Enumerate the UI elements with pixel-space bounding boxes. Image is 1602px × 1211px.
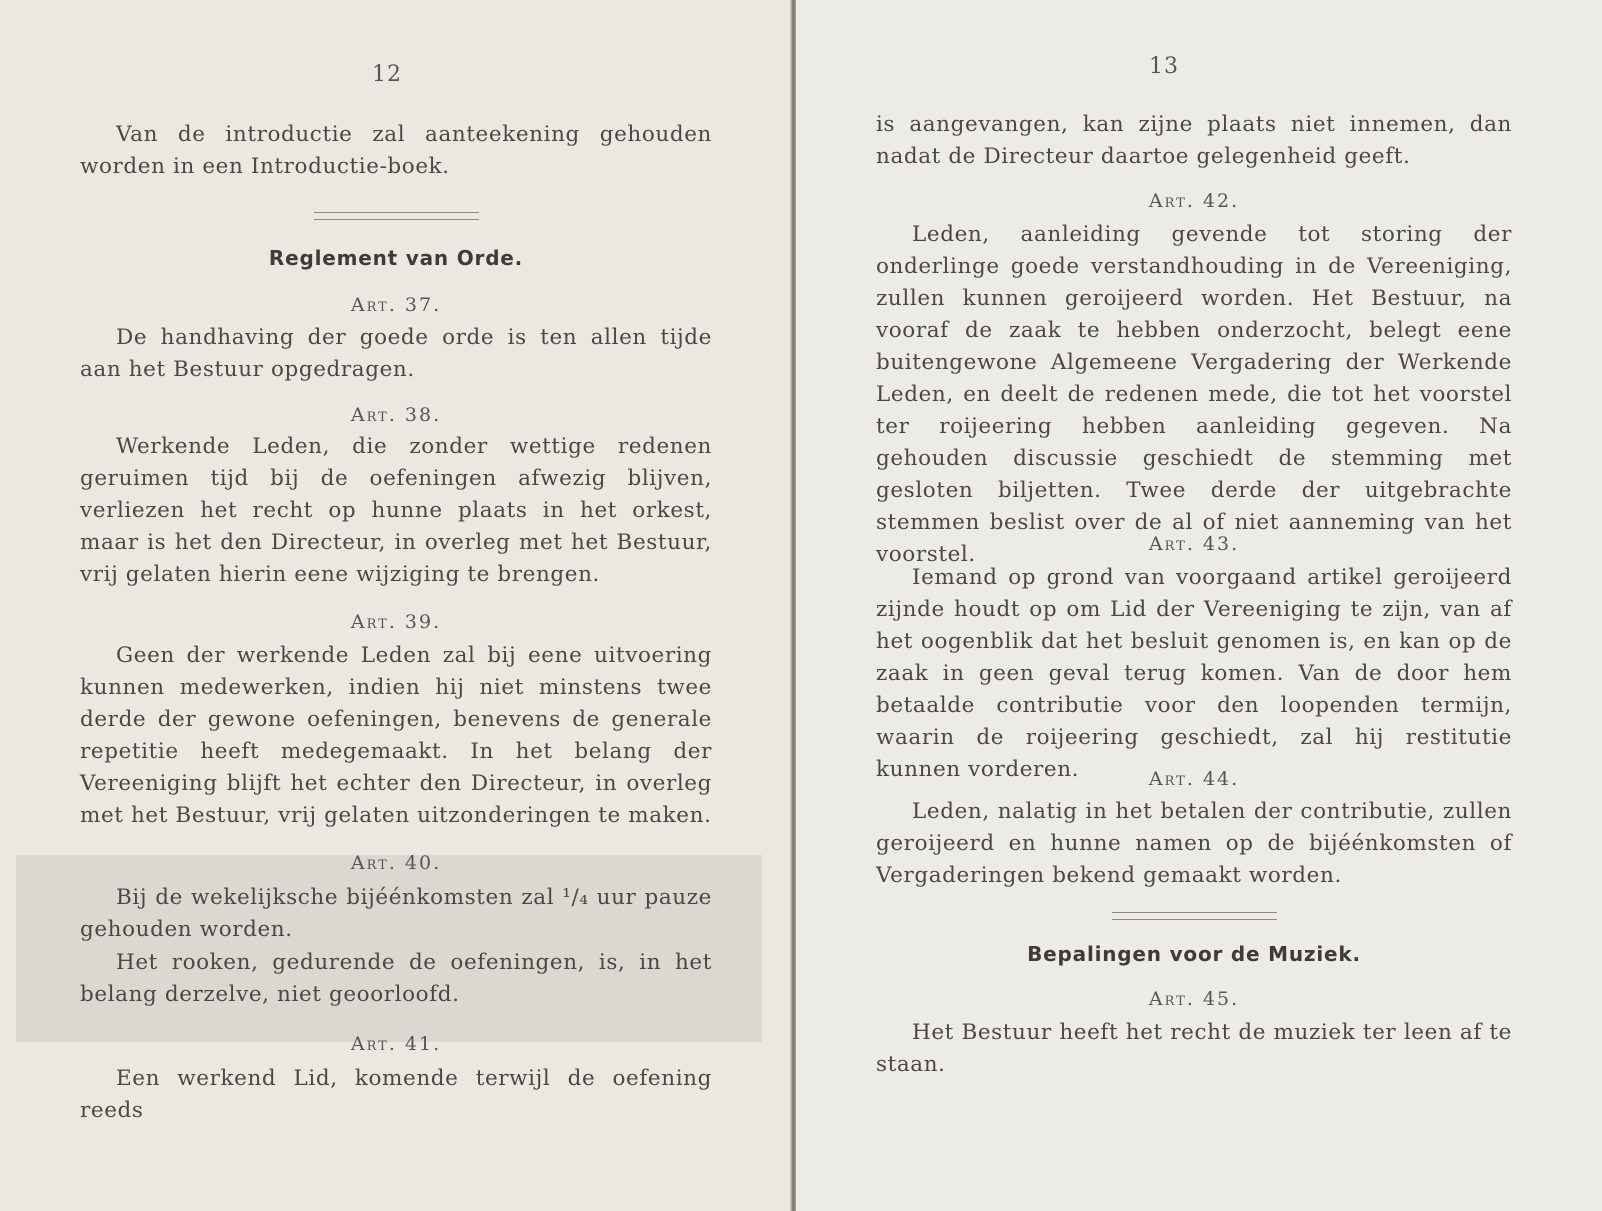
article-38-text: Werkende Leden, die zonder wettige redenen geruimen tijd bij de oefeningen afwezig blijven, verliezen het recht op hunne plaats in het orkest, maar is het den Directeur, in overleg met het Bestuur, vrij gelaten hierin eene wijziging te brengen. xyxy=(80,434,712,587)
article-39-text: Geen der werkende Leden zal bij eene uitvoering kunnen medewerken, indien hij niet minstens twee derde der gewone oefeningen, benevens de generale repetitie heeft medegemaakt. In het belang der Vereeniging blijft het echter den Directeur, in overleg met het Bestuur, vrij gelaten uitzonderingen te maken. xyxy=(80,643,712,828)
article-40-label: Art. 40. xyxy=(350,852,442,874)
article-39-label: Art. 39. xyxy=(350,611,442,633)
article-40-text-2: Het rooken, gedurende de oefeningen, is, in het belang derzelve, niet geoorloofd. xyxy=(80,950,712,1007)
article-37-label: Art. 37. xyxy=(350,294,442,316)
article-42-label: Art. 42. xyxy=(1148,190,1240,212)
article-44-label: Art. 44. xyxy=(1148,768,1240,790)
article-41-text: Een werkend Lid, komende terwijl de oefening reeds xyxy=(80,1066,712,1123)
section-title: Bepalingen voor de Muziek. xyxy=(1027,942,1361,966)
article-43-label: Art. 43. xyxy=(1148,533,1240,555)
article-44-text: Leden, nalatig in het betalen der contributie, zullen geroijeerd en hunne namen op de bijéénkomsten of Vergaderingen bekend gemaakt worden. xyxy=(876,799,1512,888)
article-41-label: Art. 41. xyxy=(350,1033,442,1055)
section-divider xyxy=(876,912,1512,920)
article-42-text: Leden, aanleiding gevende tot storing der onderlinge goede verstandhouding in de Vereeniging, zullen kunnen geroijeerd worden. Het Bestuur, na vooraf de zaak te hebben onderzocht, belegt eene buitengewone Algemeene Vergadering der Werkende Leden, en deelt de redenen mede, die tot het voorstel ter roijeering hebben aanleiding gegeven. Na gehouden discussie geschiedt de stemming met gesloten biljetten. Twee derde der uitgebrachte stemmen beslist over de al of niet aanneming van het voorstel. xyxy=(876,222,1512,567)
left-page xyxy=(0,0,793,1211)
right-page xyxy=(796,0,1602,1211)
section-title: Reglement van Orde. xyxy=(268,246,524,270)
continued-paragraph: is aangevangen, kan zijne plaats niet innemen, dan nadat de Directeur daartoe gelegenheid geeft. xyxy=(876,112,1512,169)
article-38-label: Art. 38. xyxy=(350,404,442,426)
section-divider xyxy=(80,212,712,220)
page-number: 12 xyxy=(372,62,402,87)
article-43-text: Iemand op grond van voorgaand artikel geroijeerd zijnde houdt op om Lid der Vereeniging te zijn, van af het oogenblik dat het besluit genomen is, en kan op de zaak in geen geval terug komen. Van de door hem betaalde contributie voor den loopenden termijn, waarin de roijeering geschiedt, zal hij restitutie kunnen vorderen. xyxy=(876,565,1512,782)
intro-paragraph: Van de introductie zal aanteekening gehouden worden in een Introductie-boek. xyxy=(80,122,712,179)
article-37-text: De handhaving der goede orde is ten allen tijde aan het Bestuur opgedragen. xyxy=(80,325,712,382)
article-45-text: Het Bestuur heeft het recht de muziek ter leen af te staan. xyxy=(876,1020,1512,1077)
article-40-text-1: Bij de wekelijksche bijéénkomsten zal ¹/₄ uur pauze gehouden worden. xyxy=(80,885,712,942)
page-number: 13 xyxy=(1149,54,1179,79)
article-45-label: Art. 45. xyxy=(1148,988,1240,1010)
